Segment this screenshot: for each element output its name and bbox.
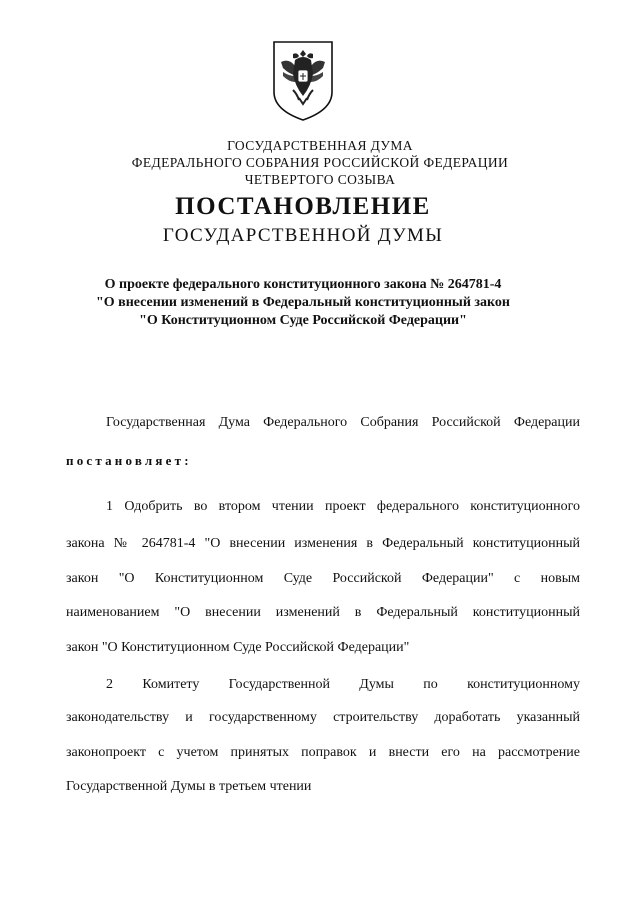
about-line-1: О проекте федерального конституционного закона № 264781-4	[104, 277, 502, 292]
paragraph-2-line-2: законодательству и государственному строительству доработать указанный	[66, 710, 580, 725]
header-line-2: ФЕДЕРАЛЬНОГО СОБРАНИЯ РОССИЙСКОЙ ФЕДЕРАЦИИ	[131, 155, 509, 170]
paragraph-1-line-3: закон "О Конституционном Суде Российской Федерации" с новым	[66, 571, 580, 586]
russian-coat-of-arms-icon	[271, 40, 335, 122]
decree-word: постановляет:	[66, 453, 192, 468]
intro-text: Государственная Дума Федерального Собрания Российской Федерации	[106, 415, 580, 430]
document-title: ПОСТАНОВЛЕНИЕ	[175, 193, 431, 220]
paragraph-2-line-4: Государственной Думы в третьем чтении	[66, 779, 312, 794]
paragraph-2-line-3: законопроект с учетом принятых поправок и внести его на рассмотрение	[66, 745, 580, 760]
paragraph-1-line-1: 1 Одобрить во втором чтении проект федерального конституционного	[106, 499, 580, 514]
about-line-3: "О Конституционном Суде Российской Федерации"	[139, 313, 467, 328]
header-line-1: ГОСУДАРСТВЕННАЯ ДУМА	[227, 138, 413, 153]
paragraph-2-line-1: 2 Комитету Государственной Думы по конституционному	[106, 677, 580, 692]
paragraph-1-line-2: закона № 264781-4 "О внесении изменения в Федеральный конституционный	[66, 536, 580, 551]
document-subtitle: ГОСУДАРСТВЕННОЙ ДУМЫ	[162, 225, 444, 246]
about-line-2: "О внесении изменений в Федеральный конституционный закон	[96, 295, 510, 310]
paragraph-1-line-4: наименованием "О внесении изменений в Федеральный конституционный	[66, 605, 580, 620]
header-line-3: ЧЕТВЕРТОГО СОЗЫВА	[244, 172, 396, 187]
paragraph-1-line-5: закон "О Конституционном Суде Российской Федерации"	[66, 640, 410, 655]
